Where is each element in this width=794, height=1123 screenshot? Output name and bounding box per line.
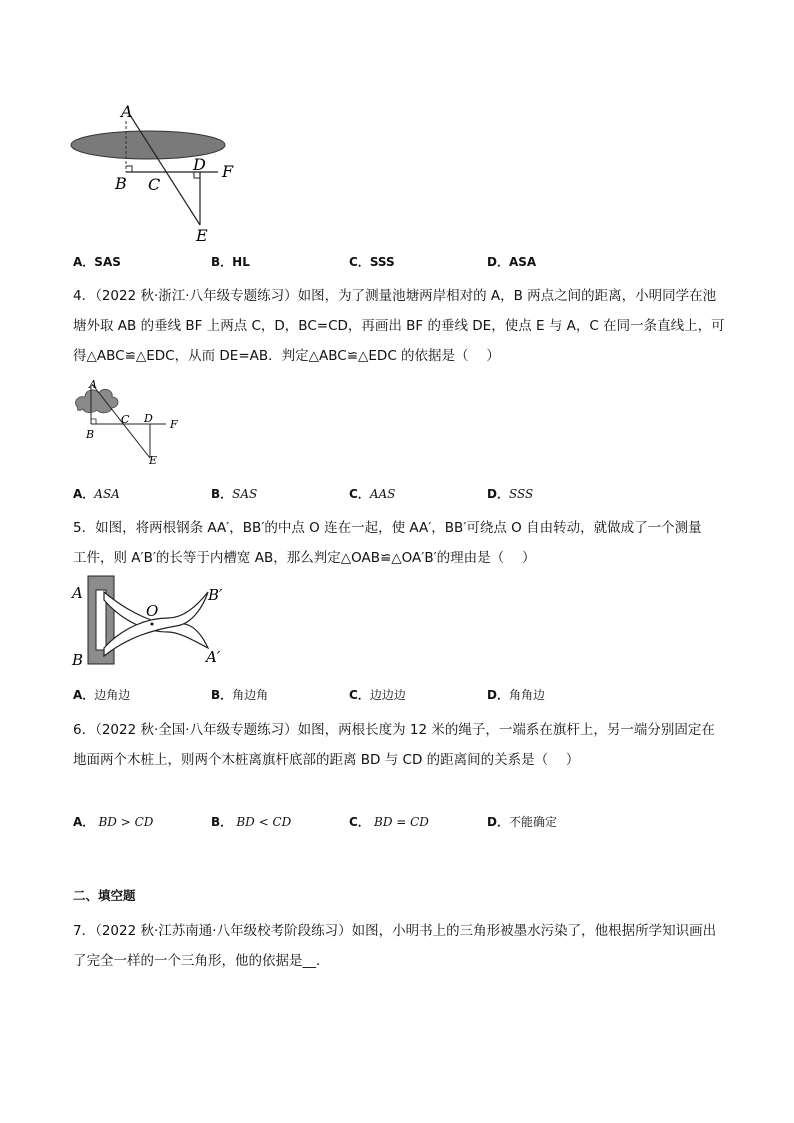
right-angle-b [126,166,132,172]
q6-option-b[interactable]: B． BD < CD [211,815,292,829]
label-a: A [89,378,97,391]
q3-option-a[interactable]: A．SAS [73,255,121,269]
q6-option-a[interactable]: A． BD > CD [73,815,154,829]
label-e: E [149,454,158,467]
label-b-prime: B′ [208,586,223,604]
q4-option-a[interactable]: A．ASA [73,487,120,501]
q6-text-line-2: 地面两个木桩上，则两个木桩离旗杆底部的距离 BD 与 CD 的距离间的关系是（ ） [73,752,580,768]
q6-text-line-1: 6．（2022 秋·全国·八年级专题练习）如图，两根长度为 12 米的绳子，一端系在旗杆上，另一端分别固定在 [73,722,715,738]
label-b: B [115,174,127,193]
q5-option-b[interactable]: B．角边角 [211,688,269,702]
label-b: B [72,651,84,669]
q3-option-b[interactable]: B．HL [211,255,250,269]
pivot-o [151,623,154,626]
q7-text-line-1: 7．（2022 秋·江苏南通·八年级校考阶段练习）如图，小明书上的三角形被墨水污染了，他根据所学知识画出 [73,923,717,939]
label-e: E [196,226,208,245]
label-o: O [146,602,159,620]
q6-option-c[interactable]: C． BD = CD [349,815,429,829]
q5-text-line-1: 5．如图，将两根钢条 AA′，BB′的中点 O 连在一起，使 AA′，BB′可绕点 O 自由转动，就做成了一个测量 [73,520,702,536]
figure-q3 [60,95,260,245]
label-c: C [121,413,130,426]
q4-text-line-2: 塘外取 AB 的垂线 BF 上两点 C，D，BC=CD，再画出 BF 的垂线 DE，使点 E 与 A，C 在同一条直线上，可 [73,318,725,334]
q6-option-d[interactable]: D．不能确定 [487,815,557,829]
q4-option-b[interactable]: B．SAS [211,487,258,501]
label-f: F [222,162,234,181]
label-d: D [144,412,153,425]
q3-option-c[interactable]: C．SSS [349,255,395,269]
q7-text-line-2: 了完全一样的一个三角形，他的依据是__． [73,953,330,969]
q5-text-line-2: 工件，则 A′B′的长等于内槽宽 AB，那么判定△OAB≌△OA′B′的理由是（ ） [73,550,536,566]
q4-text-line-3: 得△ABC≌△EDC，从而 DE=AB．判定△ABC≌△EDC 的依据是（ ） [73,348,500,364]
q5-option-d[interactable]: D．角角边 [487,688,545,702]
figure-q4 [70,376,200,471]
section-title-fill-in: 二、填空题 [73,888,136,903]
q4-option-c[interactable]: C．AAS [349,487,396,501]
q4-text-line-1: 4．（2022 秋·浙江·八年级专题练习）如图，为了测量池塘两岸相对的 A，B 两点之间的距离，小明同学在池 [73,288,717,304]
label-c: C [148,175,161,194]
label-a-prime: A′ [206,648,221,666]
q5-option-a[interactable]: A．边角边 [73,688,131,702]
q4-option-d[interactable]: D．SSS [487,487,534,501]
figure-q5 [68,572,238,672]
right-angle-b [91,419,96,424]
label-f: F [170,418,178,431]
label-d: D [193,155,206,174]
q3-option-d[interactable]: D．ASA [487,255,537,269]
q5-option-c[interactable]: C．边边边 [349,688,406,702]
label-a: A [121,102,133,121]
label-a: A [72,584,83,602]
label-b: B [86,428,95,441]
